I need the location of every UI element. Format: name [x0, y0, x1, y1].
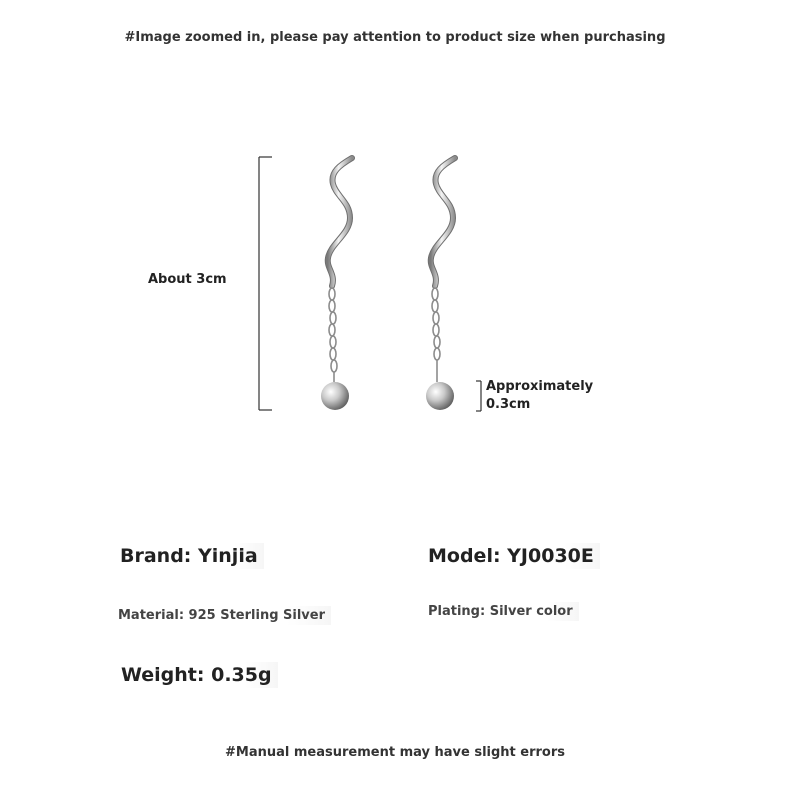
measurement-notice: #Manual measurement may have slight errors: [224, 745, 565, 760]
material-spec: Material: 925 Sterling Silver: [112, 606, 331, 625]
zoom-notice: #Image zoomed in, please pay attention to product size when purchasing: [124, 30, 666, 45]
model-spec: Model: YJ0030E: [422, 543, 600, 569]
brand-spec: Brand: Yinjia: [114, 543, 264, 569]
ball-size-label-line1: Approximately: [486, 379, 594, 394]
length-bracket: [259, 157, 272, 410]
ball-size-bracket: [476, 381, 481, 411]
earring-left: [321, 158, 352, 410]
length-label: About 3cm: [148, 272, 227, 287]
plating-spec: Plating: Silver color: [422, 602, 579, 621]
ball-size-label-line2: 0.3cm: [486, 397, 531, 412]
weight-spec: Weight: 0.35g: [115, 662, 278, 688]
earring-right: [426, 158, 455, 410]
